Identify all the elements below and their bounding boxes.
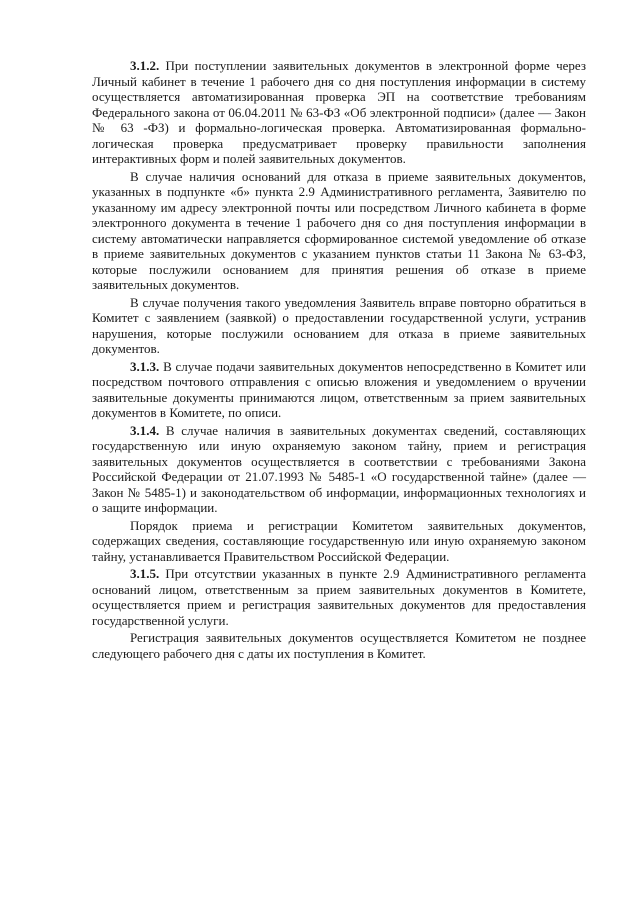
paragraph-3-1-2 [92,58,586,167]
paragraph-3-1-4 [92,423,586,516]
paragraph-secret-procedure [92,518,586,565]
paragraph-text: При отсутствии указанных в пункте 2.9 Административного регламента оснований лицом, ответственным за прием заявительных документов в Комитете, осуществляется прием и регистрация заявительных документов для предоставления государственной услуги. [92,566,587,628]
paragraph-text: В случае наличия оснований для отказа в приеме заявительных документов, указанных в подпункте «б» пункта 2.9 Административного регламента, Заявителю по указанному им адресу электронной почты или посредством Личного кабинета в форме электронного документа в течение 1 рабочего дня со дня поступления информации в систему автоматически направляется сформированное системой уведомление об отказе в приеме заявительных документов с указанием пунктов статьи 11 Закона № 63-ФЗ, которые послужили основанием для принятия решения об отказе в приеме заявительных документов. [92,168,586,292]
paragraph-repeat-application [92,295,586,357]
paragraph-text: Порядок приема и регистрации Комитетом заявительных документов, содержащих сведения, составляющие государственную или иную охраняемую законом тайну, устанавливается Правительством Российской Федерации. [92,517,586,564]
paragraph-3-1-3 [92,359,586,421]
paragraph-text: При поступлении заявительных документов в электронной форме через Личный кабинет в течение 1 рабочего дня со дня поступления информации в систему осуществляется автоматизированная проверка ЭП на соответствие требованиям Федерального закона от 06.04.2011 № 63-ФЗ «Об электронной подписи» (далее — Закон № 63 -ФЗ) и формально-логическая проверка. Автоматизированная формально-логическая проверка предусматривает проверку правильности заполнения интерактивных форм и полей заявительных документов. [92,58,586,166]
paragraph-registration [92,630,586,661]
paragraph-refusal-grounds [92,169,586,293]
clause-number: 3.1.5. [130,566,160,581]
paragraph-text: В случае получения такого уведомления Заявитель вправе повторно обратиться в Комитет с заявлением (заявкой) о предоставлении государственной услуги, устранив нарушения, которые послужили основанием для отказа в приеме заявительных документов. [92,294,586,356]
paragraph-text: Регистрация заявительных документов осуществляется Комитетом не позднее следующего рабочего дня с даты их поступления в Комитет. [92,630,586,661]
clause-number: 3.1.4. [130,422,160,438]
paragraph-text: В случае наличия в заявительных документах сведений, составляющих государственную или иную охраняемую законом тайну, прием и регистрация заявительных документов осуществляется в соответствии с требованиями Закона Российской Федерации от 21.07.1993 № 5485-1 «О государственной тайне» (далее — Закон № 5485-1) и законодательством об информации, информационных технологиях и о защите информации. [92,422,587,515]
paragraph-3-1-5 [92,566,586,628]
paragraph-text: В случае подачи заявительных документов непосредственно в Комитет или посредством почтового отправления с описью вложения и уведомлением о вручении заявительные документы принимаются лицом, ответственным за прием заявительных документов в Комитете, по описи. [92,358,587,420]
clause-number: 3.1.3. [130,358,160,374]
clause-number: 3.1.2. [130,58,160,73]
